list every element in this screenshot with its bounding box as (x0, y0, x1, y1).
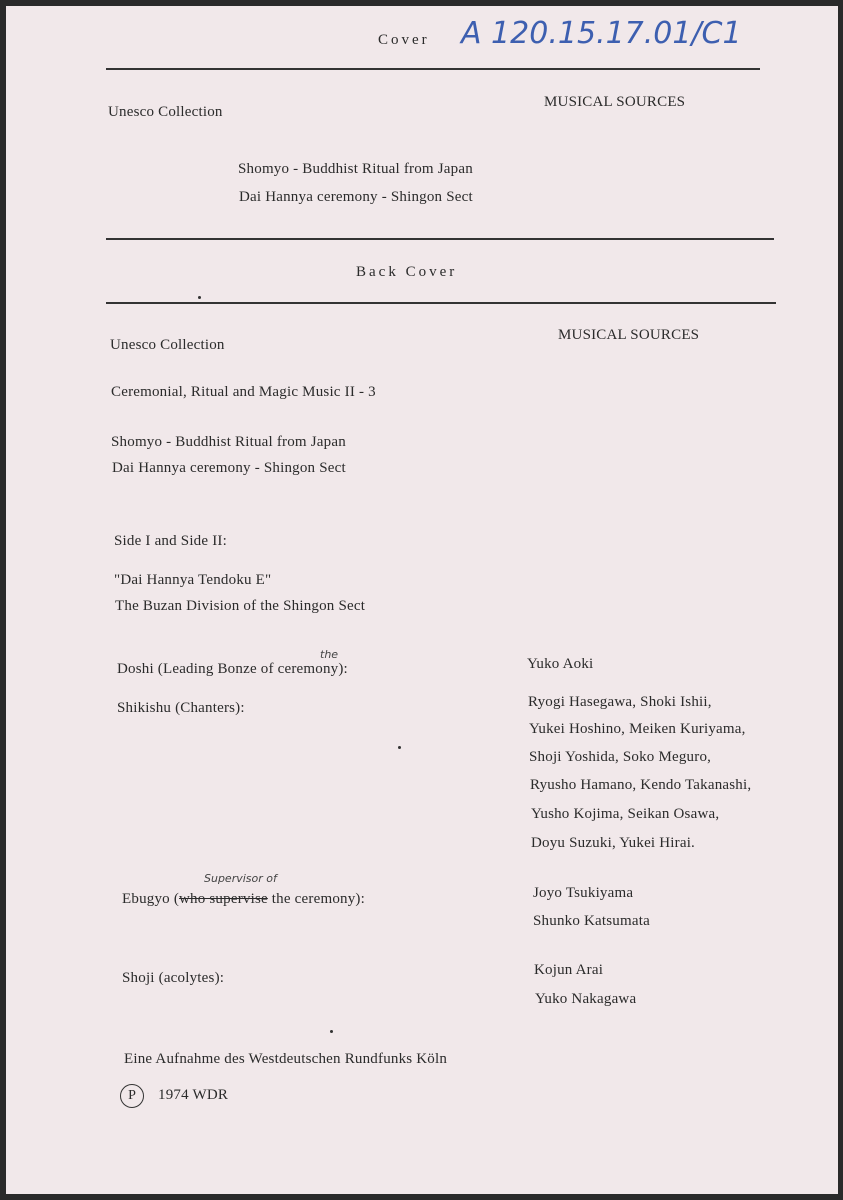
phonogram-symbol: P (120, 1084, 144, 1108)
credit-shikishu-name-4: Ryusho Hamano, Kendo Takanashi, (530, 777, 752, 793)
credit-shikishu-name-3: Shoji Yoshida, Soko Meguro, (529, 749, 712, 765)
divider-top (106, 68, 760, 70)
credit-shoji-name-1: Kojun Arai (534, 962, 604, 978)
credit-shikishu-name-6: Doyu Suzuki, Yukei Hirai. (531, 835, 696, 851)
credit-shikishu-role: Shikishu (Chanters): (117, 700, 245, 716)
back-cover-heading: Back Cover (356, 264, 458, 280)
credit-ebugyo-role-post: the ceremony): (267, 891, 365, 907)
credit-doshi-name: Yuko Aoki (527, 656, 594, 672)
back-series: MUSICAL SOURCES (558, 327, 700, 343)
credit-shikishu-name-1: Ryogi Hasegawa, Shoki Ishii, (528, 694, 712, 710)
credit-ebugyo-role-struck: who supervise (179, 891, 268, 907)
credit-doshi-role-pre: Doshi (Leading Bonze of (117, 661, 274, 677)
divider-cover-end (106, 238, 774, 240)
credit-doshi-role (117, 661, 348, 678)
credit-shikishu-name-5: Yusho Kojima, Seikan Osawa, (531, 806, 720, 822)
credit-shoji-name-2: Yuko Nakagawa (535, 991, 637, 1007)
speck (398, 746, 401, 749)
back-subseries: Ceremonial, Ritual and Magic Music II - 3 (111, 384, 376, 400)
sides-label: Side I and Side II: (114, 533, 227, 549)
cover-title-line2: Dai Hannya ceremony - Shingon Sect (239, 189, 473, 205)
division: The Buzan Division of the Shingon Sect (115, 598, 366, 614)
credit-doshi-role-post: ceremony): (277, 661, 348, 677)
back-collection: Unesco Collection (110, 337, 225, 353)
speck (330, 1030, 333, 1033)
work-title: "Dai Hannya Tendoku E" (114, 572, 272, 588)
credit-shikishu-name-2: Yukei Hoshino, Meiken Kuriyama, (529, 721, 746, 737)
handwritten-insert-supervisor: Supervisor of (204, 872, 277, 885)
back-title-line1: Shomyo - Buddhist Ritual from Japan (111, 434, 346, 450)
credit-ebugyo-name-2: Shunko Katsumata (533, 913, 650, 929)
credit-ebugyo-role-pre: Ebugyo ( (122, 891, 180, 907)
recording-credit: Eine Aufnahme des Westdeutschen Rundfunks Köln (124, 1051, 448, 1067)
divider-back-cover (106, 302, 776, 304)
handwritten-insert-the: the (320, 648, 339, 661)
cover-heading: Cover (378, 32, 430, 48)
cover-title-line1: Shomyo - Buddhist Ritual from Japan (238, 161, 473, 177)
credit-ebugyo-name-1: Joyo Tsukiyama (533, 885, 634, 901)
document-page (6, 6, 838, 1194)
cover-series: MUSICAL SOURCES (544, 94, 686, 110)
back-title-line2: Dai Hannya ceremony - Shingon Sect (112, 460, 346, 476)
handwritten-reference: A 120.15.17.01/C1 (461, 16, 742, 51)
credit-shoji-role: Shoji (acolytes): (122, 970, 225, 986)
speck (198, 296, 201, 299)
copyright-year: 1974 WDR (158, 1087, 229, 1103)
credit-ebugyo-role (122, 891, 365, 908)
cover-collection: Unesco Collection (108, 104, 223, 120)
